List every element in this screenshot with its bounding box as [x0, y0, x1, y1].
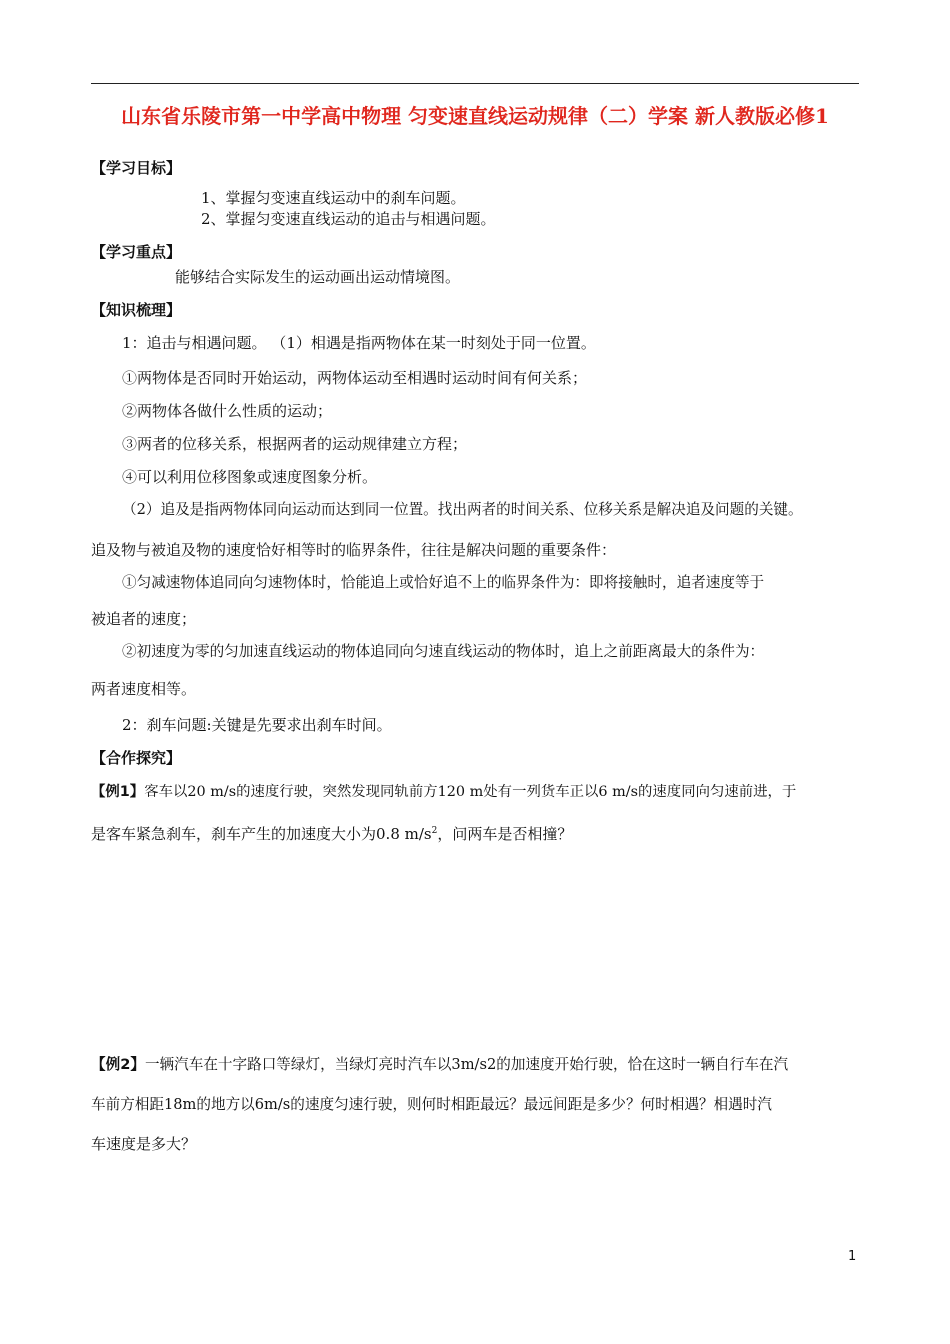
- example-1-line2: [91, 821, 572, 844]
- example-1: [91, 782, 796, 802]
- knowledge-line: （2）追及是指两物体同向运动而达到同一位置。找出两者的时间关系、位移关系是解决追及问题的关键。: [122, 501, 803, 518]
- goal-item: 2、掌握匀变速直线运动的追击与相遇问题。: [201, 210, 496, 228]
- knowledge-line: ①匀减速物体追同向匀速物体时，恰能追上或恰好追不上的临界条件为：即将接触时，追者速度等于: [122, 574, 765, 591]
- example-1-text: ，问两车是否相撞？: [437, 825, 573, 843]
- goals-heading: 【学习目标】: [91, 159, 182, 177]
- knowledge-line: ②两物体各做什么性质的运动；: [122, 402, 333, 420]
- knowledge-line: ②初速度为零的匀加速直线运动的物体追同向匀速直线运动的物体时，追上之前距离最大的条件为：: [122, 643, 765, 660]
- example-1-text: 客车以20 m/s的速度行驶，突然发现同轨前方120 m处有一列货车正以6 m/s的速度同向匀速前进，于: [144, 784, 797, 800]
- cooperate-heading: 【合作探究】: [91, 749, 182, 767]
- example-2-text: 一辆汽车在十字路口等绿灯，当绿灯亮时汽车以3m/s2的加速度开始行驶，恰在这时一辆自行车在汽: [144, 1056, 789, 1073]
- knowledge-heading: 【知识梳理】: [91, 301, 182, 319]
- focus-text: 能够结合实际发生的运动画出运动情境图。: [175, 268, 461, 286]
- page-number: 1: [848, 1249, 857, 1264]
- example-2-text: 车前方相距18m的地方以6m/s的速度匀速行驶，则何时相距最远？最远间距是多少？何时相遇？相遇时汽: [91, 1096, 772, 1113]
- header-rule: [91, 83, 859, 84]
- knowledge-line: 两者速度相等。: [91, 680, 197, 698]
- example-2-label: 【例2】: [91, 1056, 145, 1073]
- knowledge-line: 1：追击与相遇问题。 （1）相遇是指两物体在某一时刻处于同一位置。: [122, 334, 596, 352]
- example-1-text: 是客车紧急刹车，刹车产生的加速度大小为0.8 m/s: [91, 825, 432, 843]
- focus-heading: 【学习重点】: [91, 243, 182, 261]
- knowledge-line: 被追者的速度；: [91, 610, 197, 628]
- knowledge-line: ①两物体是否同时开始运动，两物体运动至相遇时运动时间有何关系；: [122, 369, 588, 387]
- example-2: [91, 1055, 788, 1075]
- knowledge-line: 追及物与被追及物的速度恰好相等时的临界条件，往往是解决问题的重要条件：: [91, 541, 617, 559]
- example-1-label: 【例1】: [91, 784, 145, 800]
- knowledge-line: ③两者的位移关系，根据两者的运动规律建立方程；: [122, 435, 468, 453]
- example-2-text: 车速度是多大？: [91, 1135, 197, 1153]
- goal-item: 1、掌握匀变速直线运动中的刹车问题。: [201, 189, 466, 207]
- superscript: 2: [431, 826, 438, 836]
- document-title: 山东省乐陵市第一中学高中物理 匀变速直线运动规律（二）学案 新人教版必修1: [121, 104, 829, 128]
- knowledge-line: ④可以利用位移图象或速度图象分析。: [122, 468, 378, 486]
- knowledge-line: 2：刹车问题:关键是先要求出刹车时间。: [122, 716, 392, 734]
